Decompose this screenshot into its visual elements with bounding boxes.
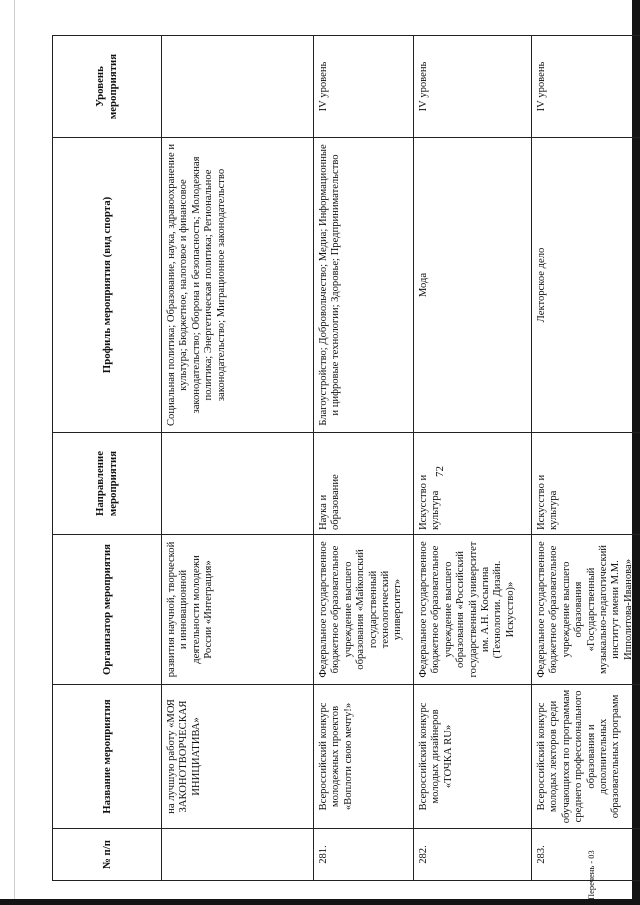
header-num: № п/п <box>53 829 162 881</box>
cell-organizer: Федеральное государственное бюджетное образовательное учреждение высшего образования «Майкопский государственный технологический университет» <box>314 535 414 685</box>
header-profile: Профиль мероприятия (вид спорта) <box>53 138 162 433</box>
cell-level: IV уровень <box>314 36 414 138</box>
cell-organizer: Федеральное государственное бюджетное образовательное учреждение высшего образования «Российский государственный университет им. А.Н. Косыгина (Технологии. Дизайн. Искусство)» <box>414 535 532 685</box>
cell-organizer: Федеральное государственное бюджетное образовательное учреждение высшего образования «Государственный музыкально-педагогический институт имени М.М. Ипполитова-Иванова» <box>532 535 640 685</box>
header-name: Название мероприятия <box>53 685 162 829</box>
cell-name: Всероссийский конкурс молодежных проектов «Воплоти свою мечту!» <box>314 685 414 829</box>
cell-name: на лучшую работу «МОЯ ЗАКОНОТВОРЧЕСКАЯ ИНИЦИАТИВА» <box>162 685 314 829</box>
cell-profile: Мода <box>414 138 532 433</box>
table-header-row <box>53 36 162 881</box>
cell-num <box>162 829 314 881</box>
table-row <box>414 36 532 881</box>
table-row <box>162 36 314 881</box>
header-organizer: Организатор мероприятия <box>53 535 162 685</box>
page-number: 72 <box>434 466 446 477</box>
cell-level: IV уровень <box>414 36 532 138</box>
table-row <box>314 36 414 881</box>
cell-num: 281. <box>314 829 414 881</box>
cell-name: Всероссийский конкурс молодых лекторов среди обучающихся по программам среднего профессионального образования и дополнительных образовательных программ <box>532 685 640 829</box>
cell-level: IV уровень <box>532 36 640 138</box>
cell-direction <box>162 433 314 535</box>
header-direction: Направление мероприятия <box>53 433 162 535</box>
cell-direction: Искусство и культура <box>532 433 640 535</box>
cell-organizer: развития научной, творческой и инновационной деятельности молодежи России «Интеграция» <box>162 535 314 685</box>
cell-direction: Наука и образование <box>314 433 414 535</box>
events-table <box>52 35 640 881</box>
cell-profile: Лекторское дело <box>532 138 640 433</box>
cell-direction: Искусство и культура <box>414 433 532 535</box>
cell-level <box>162 36 314 138</box>
header-level: Уровень мероприятия <box>53 36 162 138</box>
cell-profile: Благоустройство; Добровольчество; Медиа; Информационные и цифровые технологии; Здоровье; Предпринимательство <box>314 138 414 433</box>
table-row <box>532 36 640 881</box>
footer-note: Перечень - 03 <box>586 850 596 900</box>
cell-profile: Социальная политика; Образование, наука, здравоохранение и культура; Бюджетное, налоговое и финансовое законодательство; Оборона и безопасность; Молодежная политика; Энергетическая политика; Региональное законодательство; Миграционное законодательство <box>162 138 314 433</box>
cell-num: 282. <box>414 829 532 881</box>
cell-name: Всероссийский конкурс молодых дизайнеров «ТОЧКА RU» <box>414 685 532 829</box>
cell-num: 283. <box>532 829 640 881</box>
